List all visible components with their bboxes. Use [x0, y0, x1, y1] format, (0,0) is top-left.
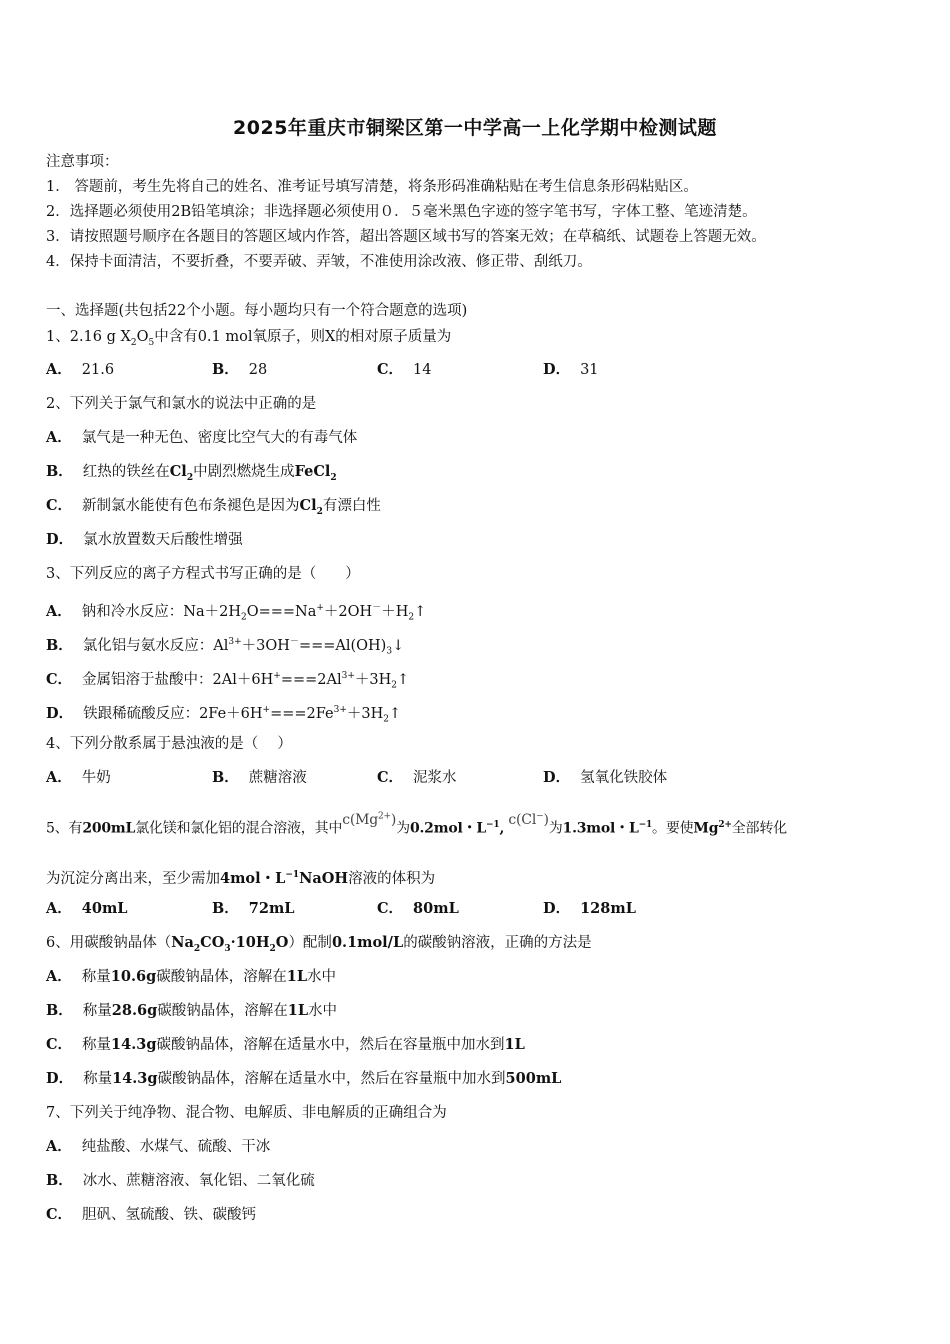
option-c[interactable]: C． 泥浆水 — [377, 769, 457, 786]
question-2-option-c[interactable]: C． 新制氯水能使有色布条褪色是因为$Cl_2$有漂白性 — [46, 497, 381, 517]
question-5-stem-line-2: 为沉淀分离出来，至少需加4mol・$L^{-1}NaOH$溶液的体积为 — [46, 869, 436, 887]
question-6-option-d[interactable]: D． 称量14.3g碳酸钠晶体，溶解在适量水中，然后在容量瓶中加水到500mL — [46, 1070, 562, 1087]
question-3-stem: 3、下列反应的离子方程式书写正确的是（ ） — [46, 566, 360, 582]
option-a[interactable]: A． 牛奶 — [46, 769, 111, 786]
notice-item-2: 2．选择题必须使用2B铅笔填涂；非选择题必须使用０．５毫米黑色字迹的签字笔书写，字体工整、笔迹清楚。 — [46, 204, 757, 220]
question-3-option-d[interactable]: D． 铁跟稀硫酸反应：$2Fe+6H^+===2Fe^{3+}+3H_2↑$ — [46, 704, 402, 725]
option-c[interactable]: C． 14 — [377, 361, 432, 378]
option-d[interactable]: D． 31 — [543, 361, 599, 378]
question-4-stem: 4、下列分散系属于悬浊液的是（ ） — [46, 736, 292, 752]
question-6-option-b[interactable]: B． 称量28.6g碳酸钠晶体，溶解在1L水中 — [46, 1002, 338, 1019]
question-1-stem: 1、2.16 g $X_2O_5$中含有0.1 mol氧原子，则X的相对原子质量为 — [46, 329, 452, 348]
question-3-option-a[interactable]: A． 钠和冷水反应：$Na+2H_2O===Na^++2OH^-+H_2↑$ — [46, 602, 427, 623]
question-6-option-c[interactable]: C． 称量14.3g碳酸钠晶体，溶解在适量水中，然后在容量瓶中加水到1L — [46, 1036, 525, 1053]
formula-c-cl: c(Cl−) — [508, 811, 549, 828]
notice-heading: 注意事项： — [46, 154, 119, 170]
option-b[interactable]: B． 蔗糖溶液 — [212, 769, 307, 786]
option-d[interactable]: D． 氢氧化铁胶体 — [543, 769, 668, 786]
question-3-option-c[interactable]: C． 金属铝溶于盐酸中：$2Al+6H^+===2Al^{3+}+3H_2↑$ — [46, 670, 410, 691]
question-7-option-c[interactable]: C． 胆矾、氢硫酸、铁、碳酸钙 — [46, 1206, 257, 1223]
question-6-stem: 6、用碳酸钠晶体$(Na_2CO_3\cdot 10H_2O)$配制0.1mol/L的碳酸钠溶液，正确的方法是 — [46, 934, 592, 954]
option-a[interactable]: A． 21.6 — [46, 361, 115, 378]
question-6-option-a[interactable]: A． 称量10.6g碳酸钠晶体，溶解在1L水中 — [46, 968, 337, 985]
question-5-stem-line-1: 5、有200mL氯化镁和氯化铝的混合溶液，其中$c(Mg^{2+})$为0.2mol・$L^{-1}$, c(Cl−)为1.3mol・$L^{-1}$。要使$Mg^{2+}$全部转化 — [46, 811, 787, 837]
page-title: 2025年重庆市铜梁区第一中学高一上化学期中检测试题 — [233, 117, 717, 139]
question-2-option-a[interactable]: A． 氯气是一种无色、密度比空气大的有毒气体 — [46, 429, 358, 446]
section-heading: 一、选择题(共包括22个小题。每小题均只有一个符合题意的选项) — [46, 303, 468, 319]
question-7-stem: 7、下列关于纯净物、混合物、电解质、非电解质的正确组合为 — [46, 1105, 447, 1121]
option-a[interactable]: A． 40mL — [46, 900, 128, 917]
option-b[interactable]: B． 72mL — [212, 900, 295, 917]
question-2-stem: 2、下列关于氯气和氯水的说法中正确的是 — [46, 396, 317, 412]
question-2-option-b[interactable]: B． 红热的铁丝在$Cl_2$中剧烈燃烧生成FeCl$_2$ — [46, 463, 337, 483]
formula-c-mg: $c(Mg^{2+})$ — [342, 811, 397, 828]
option-b[interactable]: B． 28 — [212, 361, 268, 378]
notice-item-4: 4．保持卡面清洁，不要折叠，不要弄破、弄皱，不准使用涂改液、修正带、刮纸刀。 — [46, 254, 592, 270]
question-7-option-a[interactable]: A． 纯盐酸、水煤气、硫酸、干冰 — [46, 1138, 271, 1155]
question-2-option-d[interactable]: D． 氯水放置数天后酸性增强 — [46, 531, 243, 548]
question-7-option-b[interactable]: B． 冰水、蔗糖溶液、氧化铝、二氧化硫 — [46, 1172, 315, 1189]
question-3-option-b[interactable]: B． 氯化铝与氨水反应：$Al^{3+}+3OH^-===Al(OH)_3↓$ — [46, 636, 405, 657]
option-d[interactable]: D． 128mL — [543, 900, 636, 917]
notice-item-3: 3．请按照题号顺序在各题目的答题区域内作答，超出答题区域书写的答案无效；在草稿纸、试题卷上答题无效。 — [46, 229, 766, 245]
option-c[interactable]: C． 80mL — [377, 900, 459, 917]
notice-item-1: 1． 答题前，考生先将自己的姓名、准考证号填写清楚，将条形码准确粘贴在考生信息条形码粘贴区。 — [46, 179, 698, 195]
